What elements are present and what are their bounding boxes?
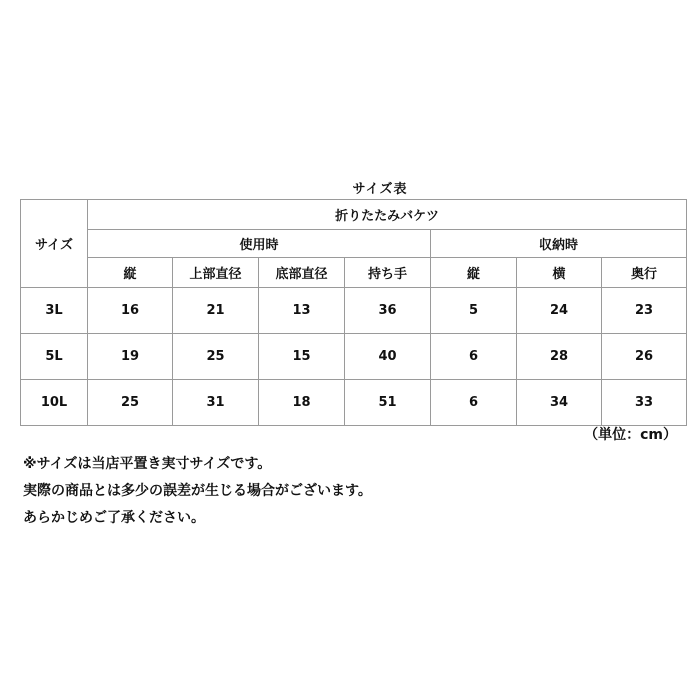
table-caption: サイズ表	[352, 182, 408, 197]
table-cell: 40	[345, 334, 431, 380]
table-row	[21, 380, 687, 426]
column-header: 底部直径	[259, 258, 345, 288]
column-header: 縦	[88, 258, 173, 288]
table-cell: 24	[517, 288, 602, 334]
table-cell: 6	[431, 334, 517, 380]
table-cell: 13	[259, 288, 345, 334]
table-cell: 16	[88, 288, 173, 334]
table-cell: 34	[517, 380, 602, 426]
note-line: あらかじめご了承ください。	[23, 510, 205, 526]
size-label-cell: 3L	[21, 288, 88, 334]
column-header: 持ち手	[345, 258, 431, 288]
table-cell: 25	[88, 380, 173, 426]
table-cell: 26	[602, 334, 687, 380]
table-cell: 25	[173, 334, 259, 380]
table-row	[21, 288, 687, 334]
table-cell: 15	[259, 334, 345, 380]
column-header: 縦	[431, 258, 517, 288]
size-label-cell: 10L	[21, 380, 88, 426]
table-cell: 5	[431, 288, 517, 334]
table-cell: 19	[88, 334, 173, 380]
note-line: ※サイズは当店平置き実寸サイズです。	[23, 456, 272, 472]
group-header-in-use: 使用時	[88, 230, 431, 258]
notes	[23, 451, 372, 532]
table-cell: 23	[602, 288, 687, 334]
table-cell: 21	[173, 288, 259, 334]
table-row	[21, 334, 687, 380]
table-cell: 28	[517, 334, 602, 380]
size-table	[20, 199, 687, 426]
table-cell: 6	[431, 380, 517, 426]
table-cell: 36	[345, 288, 431, 334]
table-cell: 18	[259, 380, 345, 426]
product-header-cell: 折りたたみバケツ	[88, 200, 687, 230]
column-header: 奥行	[602, 258, 687, 288]
size-header-cell: サイズ	[21, 200, 88, 288]
group-header-stored: 収納時	[431, 230, 687, 258]
column-header: 上部直径	[173, 258, 259, 288]
table-cell: 31	[173, 380, 259, 426]
column-header: 横	[517, 258, 602, 288]
note-line: 実際の商品とは多少の誤差が生じる場合がございます。	[23, 483, 372, 499]
table-cell: 33	[602, 380, 687, 426]
size-label-cell: 5L	[21, 334, 88, 380]
unit-note: （単位：cm）	[584, 427, 677, 443]
table-cell: 51	[345, 380, 431, 426]
